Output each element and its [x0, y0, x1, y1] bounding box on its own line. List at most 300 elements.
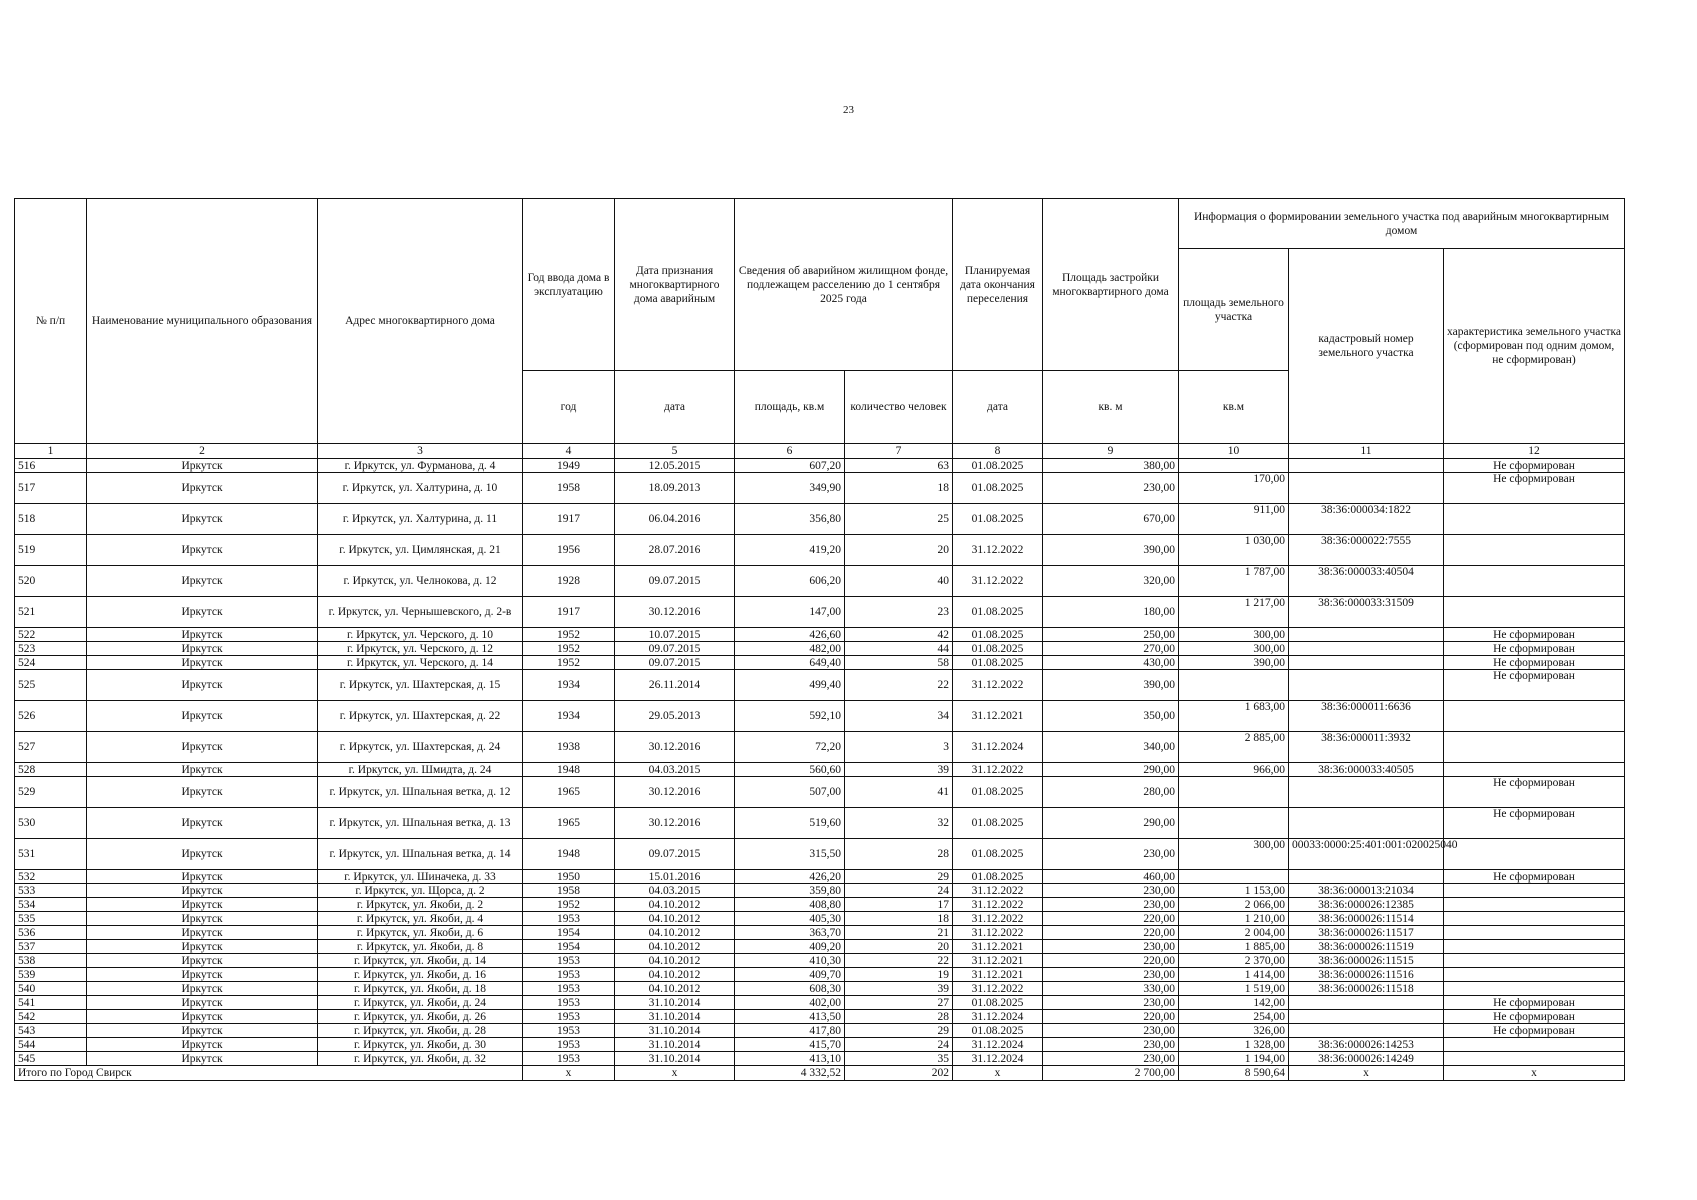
cell-municipality: Иркутск — [87, 898, 318, 912]
cell-address: г. Иркутск, ул. Шпальная ветка, д. 14 — [318, 839, 523, 870]
cell-year: 1954 — [523, 940, 615, 954]
cell-land-char — [1444, 504, 1625, 535]
cell-address: г. Иркутск, ул. Якоби, д. 4 — [318, 912, 523, 926]
cell-cadastral: 38:36:000033:31509 — [1289, 597, 1444, 628]
table-row — [15, 473, 1625, 504]
cell-year: 1953 — [523, 1038, 615, 1052]
cell-cadastral: 38:36:000026:11516 — [1289, 968, 1444, 982]
cell-land-char: Не сформирован — [1444, 1024, 1625, 1038]
unit-built-sqm: кв. м — [1043, 371, 1179, 444]
unit-land-sqm: кв.м — [1179, 371, 1289, 444]
table-row — [15, 884, 1625, 898]
cell-built-area: 340,00 — [1043, 732, 1179, 763]
cell-year: 1928 — [523, 566, 615, 597]
cell-no: 533 — [15, 884, 87, 898]
cell-no: 521 — [15, 597, 87, 628]
header-land-char: характеристика земельного участка (сформирован под одним домом, не сформирован) — [1444, 249, 1625, 444]
cell-area: 419,20 — [735, 535, 845, 566]
cell-address: г. Иркутск, ул. Шпальная ветка, д. 13 — [318, 808, 523, 839]
cell-built-area: 230,00 — [1043, 1052, 1179, 1066]
cell-people: 28 — [845, 1010, 953, 1024]
cell-built-area: 350,00 — [1043, 701, 1179, 732]
cell-no: 539 — [15, 968, 87, 982]
cell-land-area: 300,00 — [1179, 642, 1289, 656]
cell-municipality: Иркутск — [87, 777, 318, 808]
cell-year: 1953 — [523, 1010, 615, 1024]
cell-people: 63 — [845, 459, 953, 473]
cell-people: 18 — [845, 912, 953, 926]
cell-year: 1934 — [523, 701, 615, 732]
cell-land-area — [1179, 459, 1289, 473]
total-cadastral: x — [1289, 1066, 1444, 1081]
cell-year: 1958 — [523, 884, 615, 898]
total-land-char: x — [1444, 1066, 1625, 1081]
cell-year: 1934 — [523, 670, 615, 701]
cell-year: 1950 — [523, 870, 615, 884]
cell-area: 356,80 — [735, 504, 845, 535]
cell-people: 22 — [845, 954, 953, 968]
cell-area: 349,90 — [735, 473, 845, 504]
cell-municipality: Иркутск — [87, 763, 318, 777]
cell-land-char: Не сформирован — [1444, 996, 1625, 1010]
cell-land-area: 390,00 — [1179, 656, 1289, 670]
cell-municipality: Иркутск — [87, 912, 318, 926]
cell-address: г. Иркутск, ул. Цимлянская, д. 21 — [318, 535, 523, 566]
table-row — [15, 898, 1625, 912]
cell-address: г. Иркутск, ул. Якоби, д. 32 — [318, 1052, 523, 1066]
header-address: Адрес многоквартирного дома — [318, 199, 523, 444]
cell-year: 1952 — [523, 898, 615, 912]
cell-planned-date: 31.12.2024 — [953, 1010, 1043, 1024]
cell-recognition-date: 09.07.2015 — [615, 566, 735, 597]
cell-area: 402,00 — [735, 996, 845, 1010]
header-built-area: Площадь застройки многоквартирного дома — [1043, 199, 1179, 371]
cell-land-area: 1 683,00 — [1179, 701, 1289, 732]
cell-people: 29 — [845, 1024, 953, 1038]
cell-people: 34 — [845, 701, 953, 732]
cell-built-area: 180,00 — [1043, 597, 1179, 628]
cell-land-char: Не сформирован — [1444, 670, 1625, 701]
cell-cadastral: 38:36:000026:14253 — [1289, 1038, 1444, 1052]
cell-address: г. Иркутск, ул. Черского, д. 10 — [318, 628, 523, 642]
cell-planned-date: 31.12.2022 — [953, 912, 1043, 926]
cell-area: 507,00 — [735, 777, 845, 808]
cell-recognition-date: 10.07.2015 — [615, 628, 735, 642]
cell-built-area: 390,00 — [1043, 535, 1179, 566]
cell-municipality: Иркутск — [87, 870, 318, 884]
cell-address: г. Иркутск, ул. Чернышевского, д. 2-в — [318, 597, 523, 628]
cell-municipality: Иркутск — [87, 628, 318, 642]
cell-year: 1917 — [523, 504, 615, 535]
cell-no: 543 — [15, 1024, 87, 1038]
cell-recognition-date: 04.10.2012 — [615, 898, 735, 912]
cell-year: 1953 — [523, 1052, 615, 1066]
cell-planned-date: 31.12.2024 — [953, 1052, 1043, 1066]
table-row — [15, 870, 1625, 884]
cell-area: 405,30 — [735, 912, 845, 926]
cell-year: 1954 — [523, 926, 615, 940]
cell-cadastral — [1289, 1010, 1444, 1024]
cell-no: 520 — [15, 566, 87, 597]
cell-land-char: Не сформирован — [1444, 642, 1625, 656]
cell-land-area — [1179, 777, 1289, 808]
cell-people: 29 — [845, 870, 953, 884]
cell-year: 1953 — [523, 982, 615, 996]
table-row — [15, 996, 1625, 1010]
cell-cadastral: 38:36:000026:11517 — [1289, 926, 1444, 940]
cell-municipality: Иркутск — [87, 982, 318, 996]
cell-planned-date: 31.12.2021 — [953, 954, 1043, 968]
col-number: 10 — [1179, 444, 1289, 459]
cell-land-char: Не сформирован — [1444, 473, 1625, 504]
cell-area: 426,20 — [735, 870, 845, 884]
cell-built-area: 220,00 — [1043, 1010, 1179, 1024]
cell-area: 519,60 — [735, 808, 845, 839]
cell-year: 1956 — [523, 535, 615, 566]
cell-land-char: Не сформирован — [1444, 656, 1625, 670]
cell-land-area: 1 787,00 — [1179, 566, 1289, 597]
total-date: x — [615, 1066, 735, 1081]
cell-municipality: Иркутск — [87, 996, 318, 1010]
cell-area: 409,70 — [735, 968, 845, 982]
cell-people: 21 — [845, 926, 953, 940]
cell-cadastral: 38:36:000026:14249 — [1289, 1052, 1444, 1066]
cell-year: 1938 — [523, 732, 615, 763]
cell-recognition-date: 09.07.2015 — [615, 642, 735, 656]
cell-planned-date: 31.12.2022 — [953, 898, 1043, 912]
cell-year: 1953 — [523, 1024, 615, 1038]
cell-planned-date: 01.08.2025 — [953, 459, 1043, 473]
cell-no: 532 — [15, 870, 87, 884]
cell-land-area: 2 066,00 — [1179, 898, 1289, 912]
cell-address: г. Иркутск, ул. Якоби, д. 14 — [318, 954, 523, 968]
table-row — [15, 808, 1625, 839]
unit-year: год — [523, 371, 615, 444]
header-land-group: Информация о формировании земельного участка под аварийным многоквартирным домом — [1179, 199, 1625, 249]
table-row — [15, 1010, 1625, 1024]
cell-no: 535 — [15, 912, 87, 926]
cell-area: 359,80 — [735, 884, 845, 898]
cell-recognition-date: 04.10.2012 — [615, 982, 735, 996]
table-row — [15, 535, 1625, 566]
cell-cadastral — [1289, 870, 1444, 884]
cell-built-area: 430,00 — [1043, 656, 1179, 670]
cell-area: 417,80 — [735, 1024, 845, 1038]
cell-people: 25 — [845, 504, 953, 535]
cell-cadastral: 38:36:000026:11519 — [1289, 940, 1444, 954]
cell-municipality: Иркутск — [87, 566, 318, 597]
cell-no: 525 — [15, 670, 87, 701]
cell-planned-date: 31.12.2022 — [953, 884, 1043, 898]
cell-address: г. Иркутск, ул. Якоби, д. 6 — [318, 926, 523, 940]
cell-cadastral: 38:36:000026:11515 — [1289, 954, 1444, 968]
table-row — [15, 982, 1625, 996]
cell-no: 540 — [15, 982, 87, 996]
col-number: 4 — [523, 444, 615, 459]
cell-address: г. Иркутск, ул. Якоби, д. 2 — [318, 898, 523, 912]
cell-planned-date: 01.08.2025 — [953, 996, 1043, 1010]
cell-recognition-date: 29.05.2013 — [615, 701, 735, 732]
cell-area: 499,40 — [735, 670, 845, 701]
cell-land-area: 300,00 — [1179, 839, 1289, 870]
cell-municipality: Иркутск — [87, 701, 318, 732]
cell-municipality: Иркутск — [87, 808, 318, 839]
cell-planned-date: 01.08.2025 — [953, 628, 1043, 642]
cell-cadastral — [1289, 656, 1444, 670]
cell-recognition-date: 28.07.2016 — [615, 535, 735, 566]
cell-cadastral: 38:36:000026:12385 — [1289, 898, 1444, 912]
unit-people: количество человек — [845, 371, 953, 444]
cell-people: 17 — [845, 898, 953, 912]
cell-land-char — [1444, 839, 1625, 870]
cell-planned-date: 31.12.2021 — [953, 968, 1043, 982]
cell-planned-date: 01.08.2025 — [953, 656, 1043, 670]
cell-recognition-date: 09.07.2015 — [615, 839, 735, 870]
cell-no: 545 — [15, 1052, 87, 1066]
table-row — [15, 701, 1625, 732]
cell-cadastral — [1289, 777, 1444, 808]
cell-planned-date: 31.12.2021 — [953, 701, 1043, 732]
cell-recognition-date: 04.10.2012 — [615, 912, 735, 926]
cell-planned-date: 01.08.2025 — [953, 777, 1043, 808]
cell-area: 560,60 — [735, 763, 845, 777]
cell-people: 44 — [845, 642, 953, 656]
cell-recognition-date: 30.12.2016 — [615, 808, 735, 839]
unit-planned-date: дата — [953, 371, 1043, 444]
cell-people: 18 — [845, 473, 953, 504]
cell-no: 518 — [15, 504, 87, 535]
cell-address: г. Иркутск, ул. Шахтерская, д. 24 — [318, 732, 523, 763]
cell-year: 1952 — [523, 656, 615, 670]
cell-municipality: Иркутск — [87, 1038, 318, 1052]
cell-land-area: 911,00 — [1179, 504, 1289, 535]
cell-cadastral — [1289, 628, 1444, 642]
cell-address: г. Иркутск, ул. Черского, д. 12 — [318, 642, 523, 656]
cell-year: 1948 — [523, 839, 615, 870]
cell-people: 22 — [845, 670, 953, 701]
cell-municipality: Иркутск — [87, 504, 318, 535]
cell-people: 24 — [845, 884, 953, 898]
cell-address: г. Иркутск, ул. Шпальная ветка, д. 12 — [318, 777, 523, 808]
col-number: 7 — [845, 444, 953, 459]
cell-area: 410,30 — [735, 954, 845, 968]
total-area: 4 332,52 — [735, 1066, 845, 1081]
cell-address: г. Иркутск, ул. Якоби, д. 28 — [318, 1024, 523, 1038]
cell-land-area: 2 885,00 — [1179, 732, 1289, 763]
cell-no: 519 — [15, 535, 87, 566]
cell-cadastral: 00033:0000:25:401:001:020025040 — [1289, 839, 1444, 870]
cell-built-area: 230,00 — [1043, 996, 1179, 1010]
cell-land-char — [1444, 732, 1625, 763]
total-land: 8 590,64 — [1179, 1066, 1289, 1081]
cell-area: 413,10 — [735, 1052, 845, 1066]
cell-cadastral — [1289, 459, 1444, 473]
cell-area: 72,20 — [735, 732, 845, 763]
cell-recognition-date: 15.01.2016 — [615, 870, 735, 884]
cell-year: 1949 — [523, 459, 615, 473]
cell-cadastral — [1289, 808, 1444, 839]
cell-people: 19 — [845, 968, 953, 982]
cell-built-area: 230,00 — [1043, 968, 1179, 982]
cell-municipality: Иркутск — [87, 670, 318, 701]
cell-area: 415,70 — [735, 1038, 845, 1052]
cell-planned-date: 01.08.2025 — [953, 808, 1043, 839]
table-row — [15, 566, 1625, 597]
cell-area: 315,50 — [735, 839, 845, 870]
cell-built-area: 460,00 — [1043, 870, 1179, 884]
cell-land-area: 254,00 — [1179, 1010, 1289, 1024]
cell-no: 524 — [15, 656, 87, 670]
cell-land-char — [1444, 926, 1625, 940]
cell-municipality: Иркутск — [87, 940, 318, 954]
cell-no: 523 — [15, 642, 87, 656]
cell-area: 363,70 — [735, 926, 845, 940]
cell-land-area: 300,00 — [1179, 628, 1289, 642]
cell-land-char — [1444, 982, 1625, 996]
cell-cadastral: 38:36:000033:40504 — [1289, 566, 1444, 597]
cell-address: г. Иркутск, ул. Якоби, д. 16 — [318, 968, 523, 982]
cell-area: 426,60 — [735, 628, 845, 642]
col-number: 12 — [1444, 444, 1625, 459]
cell-land-char: Не сформирован — [1444, 870, 1625, 884]
cell-area: 409,20 — [735, 940, 845, 954]
cell-address: г. Иркутск, ул. Щорса, д. 2 — [318, 884, 523, 898]
cell-year: 1953 — [523, 954, 615, 968]
cell-built-area: 220,00 — [1043, 926, 1179, 940]
cell-address: г. Иркутск, ул. Шахтерская, д. 15 — [318, 670, 523, 701]
cell-address: г. Иркутск, ул. Якоби, д. 30 — [318, 1038, 523, 1052]
header-land-area: площадь земельного участка — [1179, 249, 1289, 371]
cell-municipality: Иркутск — [87, 954, 318, 968]
cell-land-char: Не сформирован — [1444, 1010, 1625, 1024]
cell-land-char — [1444, 566, 1625, 597]
cell-land-char — [1444, 1038, 1625, 1052]
cell-cadastral: 38:36:000026:11518 — [1289, 982, 1444, 996]
cell-planned-date: 01.08.2025 — [953, 597, 1043, 628]
cell-recognition-date: 04.03.2015 — [615, 884, 735, 898]
cell-land-char: Не сформирован — [1444, 777, 1625, 808]
cell-year: 1952 — [523, 642, 615, 656]
cell-cadastral — [1289, 996, 1444, 1010]
cell-land-char — [1444, 597, 1625, 628]
table-row — [15, 1024, 1625, 1038]
cell-people: 40 — [845, 566, 953, 597]
cell-area: 606,20 — [735, 566, 845, 597]
cell-built-area: 230,00 — [1043, 473, 1179, 504]
header-planned-date: Планируемая дата окончания переселения — [953, 199, 1043, 371]
cell-people: 58 — [845, 656, 953, 670]
cell-land-area: 1 519,00 — [1179, 982, 1289, 996]
cell-built-area: 230,00 — [1043, 1024, 1179, 1038]
cell-land-area: 142,00 — [1179, 996, 1289, 1010]
table-body — [15, 459, 1625, 1066]
cell-no: 536 — [15, 926, 87, 940]
col-number: 3 — [318, 444, 523, 459]
cell-address: г. Иркутск, ул. Якоби, д. 8 — [318, 940, 523, 954]
cell-land-char — [1444, 701, 1625, 732]
emergency-housing-table — [14, 198, 1625, 1081]
cell-land-area: 170,00 — [1179, 473, 1289, 504]
cell-land-area: 326,00 — [1179, 1024, 1289, 1038]
cell-municipality: Иркутск — [87, 732, 318, 763]
cell-address: г. Иркутск, ул. Халтурина, д. 10 — [318, 473, 523, 504]
cell-no: 516 — [15, 459, 87, 473]
col-number: 11 — [1289, 444, 1444, 459]
cell-municipality: Иркутск — [87, 926, 318, 940]
table-row — [15, 1038, 1625, 1052]
cell-no: 531 — [15, 839, 87, 870]
cell-planned-date: 01.08.2025 — [953, 1024, 1043, 1038]
cell-municipality: Иркутск — [87, 535, 318, 566]
cell-people: 28 — [845, 839, 953, 870]
cell-cadastral — [1289, 642, 1444, 656]
cell-year: 1953 — [523, 996, 615, 1010]
cell-people: 39 — [845, 763, 953, 777]
cell-recognition-date: 04.10.2012 — [615, 926, 735, 940]
cell-recognition-date: 04.10.2012 — [615, 968, 735, 982]
cell-land-char — [1444, 940, 1625, 954]
cell-no: 527 — [15, 732, 87, 763]
cell-built-area: 380,00 — [1043, 459, 1179, 473]
header-no: № п/п — [15, 199, 87, 444]
cell-address: г. Иркутск, ул. Шиначека, д. 33 — [318, 870, 523, 884]
cell-recognition-date: 04.10.2012 — [615, 954, 735, 968]
cell-planned-date: 01.08.2025 — [953, 839, 1043, 870]
cell-people: 3 — [845, 732, 953, 763]
total-label: Итого по Город Свирск — [15, 1066, 523, 1081]
cell-address: г. Иркутск, ул. Черского, д. 14 — [318, 656, 523, 670]
total-year: x — [523, 1066, 615, 1081]
cell-year: 1953 — [523, 912, 615, 926]
cell-year: 1917 — [523, 597, 615, 628]
cell-land-area — [1179, 808, 1289, 839]
cell-built-area: 280,00 — [1043, 777, 1179, 808]
col-number: 8 — [953, 444, 1043, 459]
cell-land-area: 1 885,00 — [1179, 940, 1289, 954]
cell-address: г. Иркутск, ул. Шахтерская, д. 22 — [318, 701, 523, 732]
cell-built-area: 390,00 — [1043, 670, 1179, 701]
cell-area: 649,40 — [735, 656, 845, 670]
cell-address: г. Иркутск, ул. Якоби, д. 24 — [318, 996, 523, 1010]
total-built: 2 700,00 — [1043, 1066, 1179, 1081]
cell-cadastral: 38:36:000026:11514 — [1289, 912, 1444, 926]
cell-cadastral: 38:36:000011:3932 — [1289, 732, 1444, 763]
table-row — [15, 656, 1625, 670]
cell-cadastral: 38:36:000033:40505 — [1289, 763, 1444, 777]
cell-recognition-date: 26.11.2014 — [615, 670, 735, 701]
cell-land-area: 1 153,00 — [1179, 884, 1289, 898]
cell-land-char — [1444, 763, 1625, 777]
cell-recognition-date: 31.10.2014 — [615, 1038, 735, 1052]
table-row — [15, 954, 1625, 968]
cell-planned-date: 31.12.2022 — [953, 763, 1043, 777]
cell-land-char: Не сформирован — [1444, 628, 1625, 642]
cell-area: 413,50 — [735, 1010, 845, 1024]
cell-recognition-date: 18.09.2013 — [615, 473, 735, 504]
cell-area: 607,20 — [735, 459, 845, 473]
table-row — [15, 628, 1625, 642]
cell-recognition-date: 30.12.2016 — [615, 732, 735, 763]
cell-address: г. Иркутск, ул. Челнокова, д. 12 — [318, 566, 523, 597]
cell-no: 538 — [15, 954, 87, 968]
cell-no: 537 — [15, 940, 87, 954]
cell-recognition-date: 12.05.2015 — [615, 459, 735, 473]
unit-area: площадь, кв.м — [735, 371, 845, 444]
cell-land-char — [1444, 954, 1625, 968]
cell-built-area: 230,00 — [1043, 1038, 1179, 1052]
table-row — [15, 732, 1625, 763]
cell-people: 24 — [845, 1038, 953, 1052]
